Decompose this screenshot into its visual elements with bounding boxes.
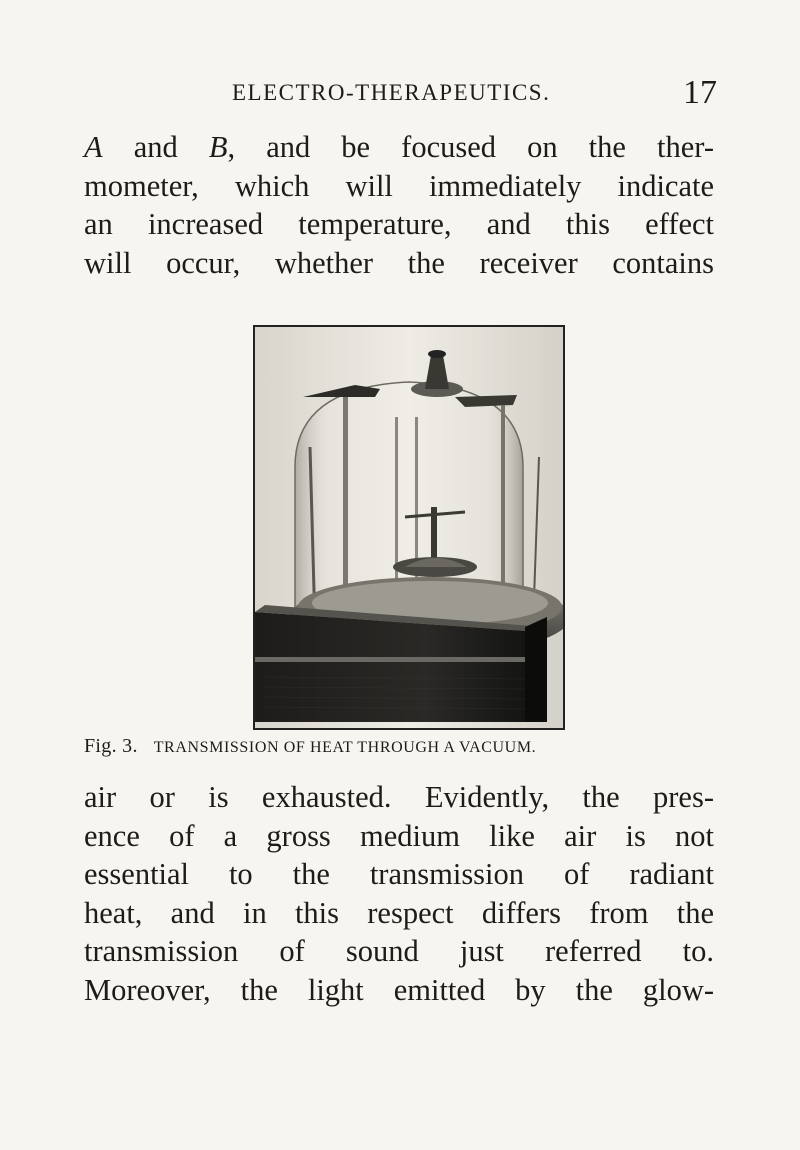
caption-text: TRANSMISSION OF HEAT THROUGH A VACUUM.: [153, 739, 537, 756]
text-line: mometer, which will immediately indicate: [84, 168, 714, 203]
paragraph-top: [84, 128, 714, 282]
text-line: heat, and in this respect differs from the: [84, 895, 714, 930]
text-line: air or is exhausted. Evidently, the pres-: [84, 780, 714, 814]
text-line: Moreover, the light emitted by the glow-: [84, 972, 714, 1007]
vacuum-apparatus-illustration: [255, 327, 563, 728]
running-head: ELECTRO-THERAPEUTICS.: [232, 80, 551, 105]
text-line: A and B, and be focused on the ther-: [84, 130, 714, 164]
text-line: essential to the transmission of radiant: [84, 857, 714, 892]
figure-caption: [84, 735, 714, 758]
page-number: 17: [683, 74, 717, 111]
text-line: will occur, whether the receiver contains: [84, 245, 714, 280]
paragraph-bottom: [84, 778, 714, 1010]
page-header: [232, 74, 717, 114]
text-line: transmission of sound just referred to.: [84, 934, 714, 969]
text-line: an increased temperature, and this effect: [84, 207, 714, 242]
caption-label: Fig. 3.: [84, 735, 138, 757]
figure-illustration: [253, 325, 565, 730]
text-line: ence of a gross medium like air is not: [84, 818, 714, 853]
